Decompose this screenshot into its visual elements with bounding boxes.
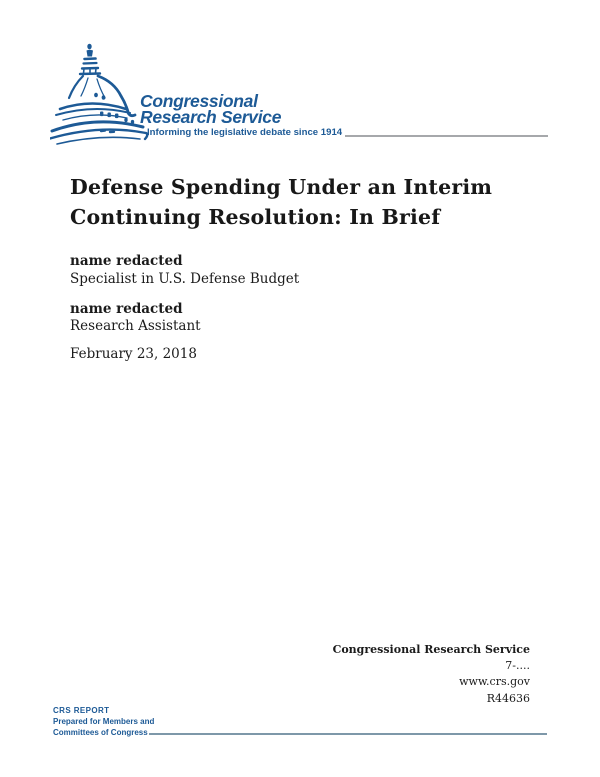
footer-website: www.crs.gov xyxy=(459,675,530,689)
crs-logo-line1: Congressional xyxy=(140,91,258,111)
footer-rule xyxy=(149,733,547,735)
author-name: name redacted xyxy=(70,253,183,269)
author-name: name redacted xyxy=(70,301,183,317)
footer-crs-report-label: CRS REPORT xyxy=(53,706,110,715)
footer-crs-report-block xyxy=(53,705,154,738)
footer-prepared-line2: Committees of Congress xyxy=(53,728,148,737)
header-rule xyxy=(345,135,548,137)
capitol-dome-icon xyxy=(50,36,150,148)
footer-phone: 7-.... xyxy=(505,659,530,673)
author-role: Research Assistant xyxy=(70,318,201,334)
crs-logo-line2: Research Service xyxy=(140,106,282,127)
footer-org-name: Congressional Research Service xyxy=(332,643,530,656)
crs-logo-wordmark xyxy=(140,91,282,127)
crs-logo-tagline: Informing the legislative debate since 1914 xyxy=(147,127,343,138)
report-date: February 23, 2018 xyxy=(70,346,197,362)
report-title-line2: Continuing Resolution: In Brief xyxy=(70,205,441,229)
report-title xyxy=(70,172,492,232)
footer-contact-block xyxy=(333,642,530,707)
author-role: Specialist in U.S. Defense Budget xyxy=(70,271,300,287)
footer-prepared-line1: Prepared for Members and xyxy=(53,717,155,726)
report-title-line1: Defense Spending Under an Interim xyxy=(70,175,493,199)
footer-report-number: R44636 xyxy=(486,691,530,705)
